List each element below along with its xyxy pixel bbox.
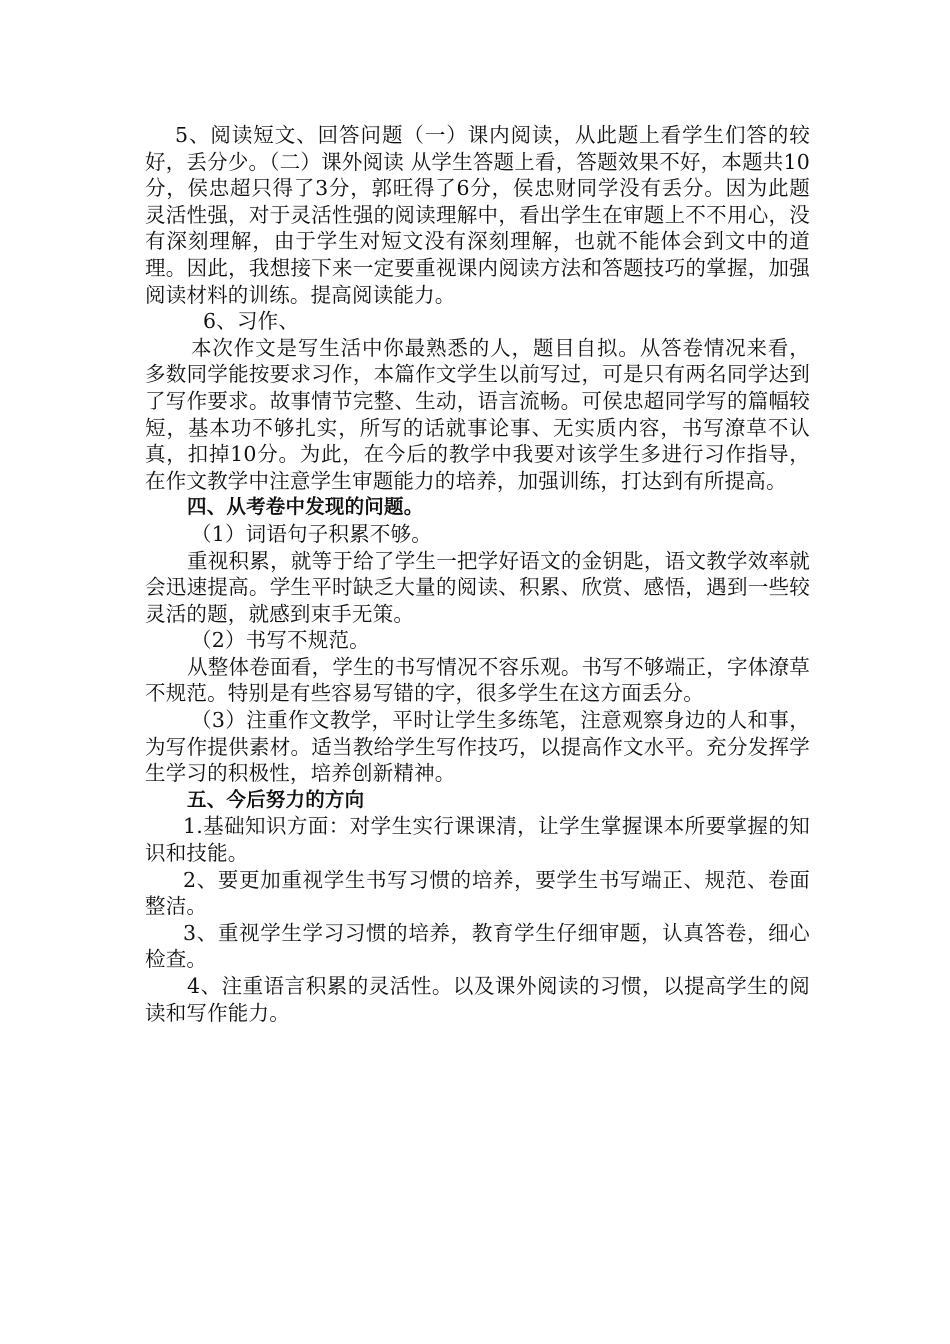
paragraph-accumulation: 重视积累，就等于给了学生一把学好语文的金钥匙，语文教学效率就会迅速提高。学生平时缺乏大量的阅读、积累、欣赏、感悟，遇到一些较灵活的题，就感到束手无策。 <box>145 548 810 626</box>
direction-item-3: 3、重视学生学习习惯的培养，教育学生仔细审题，认真答卷，细心检查。 <box>145 920 810 972</box>
paragraph-composition-analysis: 本次作文是写生活中你最熟悉的人，题目自拟。从答卷情况来看，多数同学能按要求习作，本篇作文学生以前写过，可是只有两名同学达到了写作要求。故事情节完整、生动，语言流畅。可侯忠超同学写的篇幅较短，基本功不够扎实，所写的话就事论事、无实质内容，书写潦草不认真，扣掉10分。为此，在今后的教学中我要对该学生多进行习作指导，在作文教学中注意学生审题能力的培养，加强训练，打达到有所提高。 <box>145 335 810 493</box>
problem-item-1: （1）词语句子积累不够。 <box>191 521 432 546</box>
paragraph-reading-analysis: 5、阅读短文、回答问题（一）课内阅读，从此题上看学生们答的较好，丢分少。（二）课外阅读 从学生答题上看，答题效果不好，本题共10分，侯忠超只得了3分，郭旺得了6分，侯忠财同学没有丢分。因为此题灵活性强，对于灵活性强的阅读理解中，看出学生在审题上不不用心，没有深刻理解，由于学生对短文没有深刻理解，也就不能体会到文中的道理。因此，我想接下来一定要重视课内阅读方法和答题技巧的掌握，加强阅读材料的训练。提高阅读能力。 <box>145 123 810 307</box>
paragraph-composition-title: 6、习作、 <box>203 309 300 334</box>
direction-item-4: 4、注重语言积累的灵活性。以及课外阅读的习惯，以提高学生的阅读和写作能力。 <box>145 974 810 1025</box>
problem-item-3: （3）注重作文教学，平时让学生多练笔，注意观察身边的人和事，为写作提供素材。适当教给学生写作技巧，以提高作文水平。充分发挥学生学习的积极性，培养创新精神。 <box>145 708 810 786</box>
problem-item-2: （2）书写不规范。 <box>191 628 370 653</box>
direction-item-2: 2、要更加重视学生书写习惯的培养，要学生书写端正、规范、卷面整洁。 <box>145 867 810 919</box>
paragraph-handwriting: 从整体卷面看，学生的书写情况不容乐观。书写不够端正，字体潦草不规范。特别是有些容易写错的字，很多学生在这方面丢分。 <box>145 654 810 706</box>
section-heading-problems: 四、从考卷中发现的问题。 <box>187 495 424 519</box>
section-heading-direction: 五、今后努力的方向 <box>187 787 365 811</box>
document-body <box>145 122 810 1026</box>
direction-item-1: 1.基础知识方面：对学生实行课课清，让学生掌握课本所要掌握的知识和技能。 <box>145 814 810 866</box>
